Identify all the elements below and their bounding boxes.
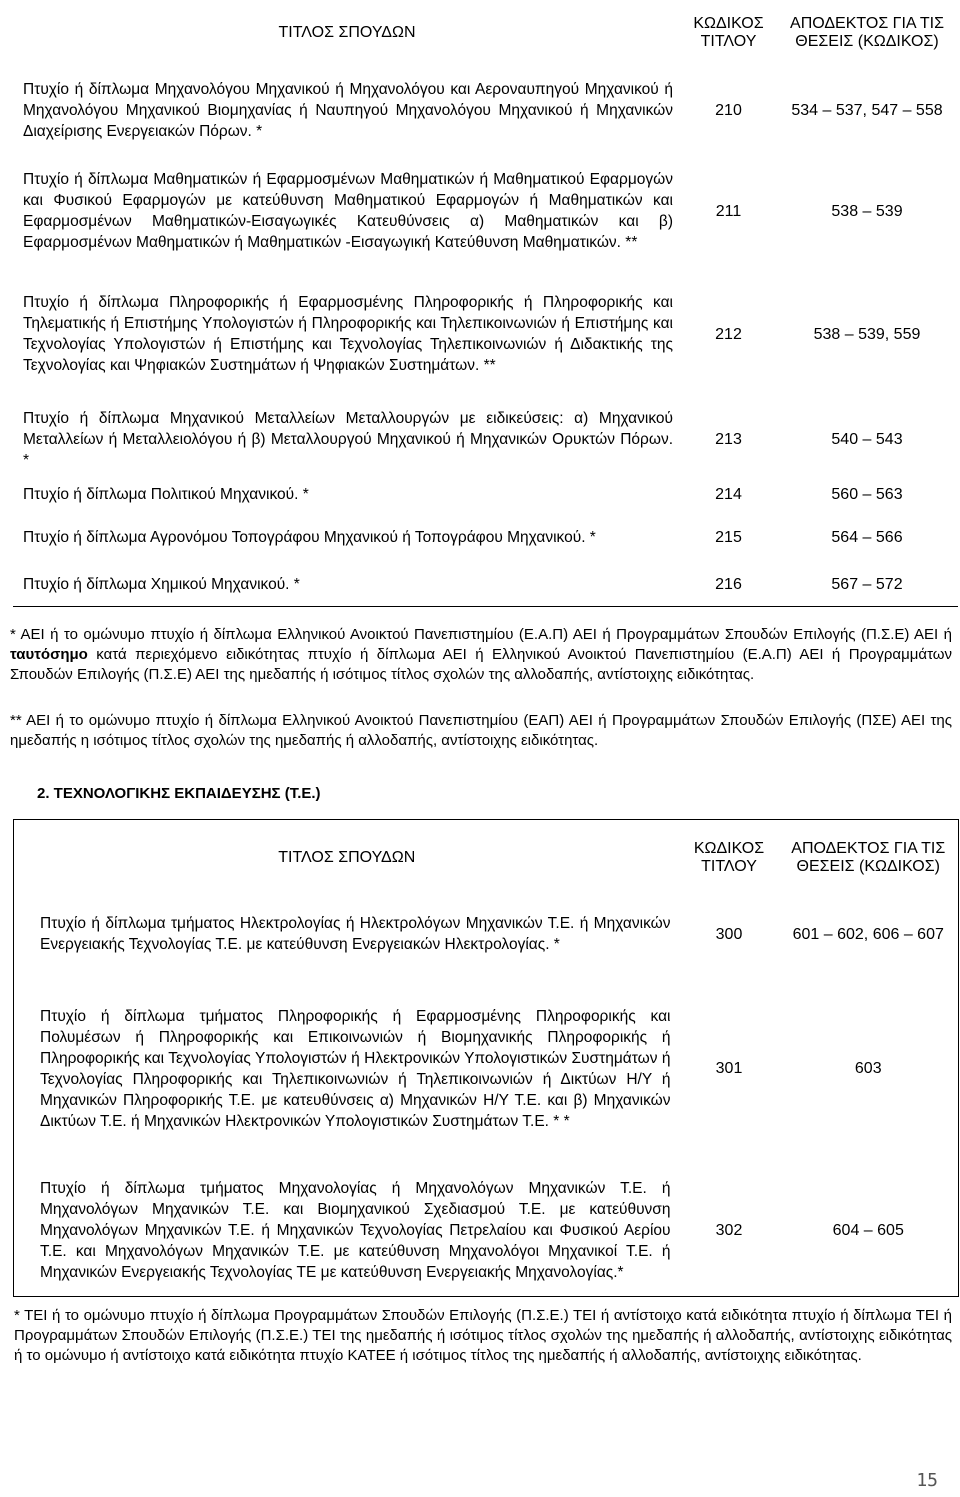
header-title: ΤΙΤΛΟΣ ΣΠΟΥΔΩΝ — [278, 848, 416, 866]
position-range: 564 – 566 — [831, 528, 903, 546]
degree-code: 212 — [715, 325, 742, 343]
position-range: 567 – 572 — [776, 564, 958, 606]
footnote-tei: * ΤΕΙ ή το ομώνυμο πτυχίο ή δίπλωμα Προγραμμάτων Σπουδών Επιλογής (Π.Σ.Ε.) ΤΕΙ ή αντίστοιχο κατά ειδικότητα πτυχίο ή δίπλωμα ΤΕΙ ή Προγραμμάτων Σπουδών Επιλογής (Π.Σ.Ε.) ΤΕΙ της ημεδαπής ή ισότιμος τίτλος σχολών της ημεδαπής ή αλλοδαπής, αντίστοιχης ειδικότητας ή το ομώνυμο ή αντίστοιχο κατά ειδικότητα πτυχίο ΚΑΤΕΕ ή ισότιμος τίτλος της ημεδαπής ή αλλοδαπής, αντίστοιχης ειδικότητας. — [14, 1307, 952, 1364]
table-row — [13, 268, 958, 400]
position-range: 538 – 539 — [831, 202, 903, 220]
table-row — [14, 1165, 959, 1297]
header-range: ΑΠΟΔΕΚΤΟΣ ΓΙΑ ΤΙΣ ΘΕΣΕΙΣ (ΚΩΔΙΚΟΣ) — [790, 15, 944, 50]
table-header-row — [13, 0, 958, 66]
section-heading: 2. ΤΕΧΝΟΛΟΓΙΚΗΣ ΕΚΠΑΙΔΕΥΣΗΣ (Τ.Ε.) — [37, 785, 321, 802]
degree-code: 214 — [715, 485, 742, 503]
header-title: ΤΙΤΛΟΣ ΣΠΟΥΔΩΝ — [278, 24, 416, 41]
technological-degrees-table — [13, 819, 959, 1297]
header-code: ΚΩΔΙΚΟΣ ΤΙΤΛΟΥ — [693, 15, 764, 50]
position-range: 604 – 605 — [832, 1221, 904, 1239]
degree-code: 302 — [715, 1221, 743, 1239]
degree-title: Πτυχίο ή δίπλωμα Μηχανολόγου Μηχανικού ή Μηχανολόγου και Αεροναυπηγού Μηχανικού ή Μηχανολόγου Μηχανικού Βιομηχανίας ή Ναυπηγού Μηχανολόγου Μηχανικού ή Μηχανικών Διαχείρισης Ενεργειακών Πόρων. * — [23, 80, 673, 140]
position-range: 560 – 563 — [831, 485, 903, 503]
table-row — [13, 478, 958, 510]
position-range: 538 – 539, 559 — [813, 325, 921, 343]
footnote-double-star: ** ΑΕΙ ή το ομώνυμο πτυχίο ή δίπλωμα Ελληνικού Ανοικτού Πανεπιστημίου (ΕΑΠ) ΑΕΙ ή Προγραμμάτων Σπουδών Επιλογής (ΠΣΕ) ΑΕΙ της ημεδαπής η ισότιμος τίτλος σχολών της ημεδαπής ή αλλοδαπής, αντίστοιχης ειδικότητας. — [10, 712, 952, 749]
footnote-text: κατά περιεχόμενο ειδικότητας πτυχίο ή δίπλωμα ΑΕΙ ή Ελληνικού Ανοικτού Πανεπιστημίου (Ε.Α.Π) ΑΕΙ ή Προγραμμάτων Σπουδών Επιλογής (Π.Σ.Ε) ΑΕΙ της ημεδαπής ή ισότιμος τίτλος σχολών της αλλοδαπής, αντίστοιχης ειδικότητας. — [10, 646, 952, 683]
degree-title: Πτυχίο ή δίπλωμα Πολιτικού Μηχανικού. * — [23, 485, 309, 503]
position-range: 534 – 537, 547 – 558 — [791, 101, 943, 119]
table-row — [13, 564, 958, 606]
table-header-row — [14, 820, 959, 896]
degree-title: Πτυχίο ή δίπλωμα Μαθηματικών ή Εφαρμοσμένων Μαθηματικών ή Μαθηματικού Εφαρμογών και Φυσικού Εφαρμογών με κατεύθυνση Μαθηματικού Εφαρμογών ή Μαθηματικών και Εφαρμοσμένων Μαθηματικών-Εισαγωγικές Κατευθύνσεις α) Μαθηματικών και β) Εφαρμοσμένων Μαθηματικών ή Μαθηματικών -Εισαγωγική Κατεύθυνση Μαθηματικών. ** — [23, 171, 673, 251]
footnote-single-star — [10, 625, 952, 685]
table-row — [13, 400, 958, 478]
degree-title: Πτυχίο ή δίπλωμα Αγρονόμου Τοπογράφου Μηχανικού ή Τοπογράφου Μηχανικού. * — [23, 528, 596, 546]
university-degrees-table — [13, 0, 958, 607]
degree-title: Πτυχίο ή δίπλωμα τμήματος Ηλεκτρολογίας ή Ηλεκτρολόγων Μηχανικών Τ.Ε. ή Μηχανικών Ενεργειακής Τεχνολογίας Τ.Ε. με κατεύθυνση Ενεργειακών Ηλεκτρολογίας. * — [40, 915, 671, 953]
footnote-emphasis: ταυτόσημο — [10, 646, 88, 663]
position-range: 603 — [854, 1060, 882, 1077]
footnote-text: * ΑΕΙ ή το ομώνυμο πτυχίο ή δίπλωμα Ελληνικού Ανοικτού Πανεπιστημίου (Ε.Α.Π) ΑΕΙ ή Προγραμμάτων Σπουδών Επιλογής (Π.Σ.Ε) ΑΕΙ ή — [10, 626, 952, 643]
degree-code: 211 — [715, 202, 742, 220]
page-number: 15 — [916, 1470, 938, 1491]
table-row — [13, 510, 958, 564]
header-code: ΚΩΔΙΚΟΣ ΤΙΤΛΟΥ — [693, 839, 765, 875]
degree-title: Πτυχίο ή δίπλωμα τμήματος Πληροφορικής ή Εφαρμοσμένης Πληροφορικής και Πολυμέσων ή Πληροφορικής και Επικοινωνιών ή Βιομηχανικής Πληροφορικής ή Πληροφορικής και Τεχνολογίας Υπολογιστών ή Ηλεκτρονικών Υπολογιστικών Συστημάτων ή Τεχνολογίας Πληροφορικής και Τηλεπικοινωνιών ή Τηλεπικοινωνιών ή Δικτύων Η/Υ ή Μηχανικών Πληροφορικής Τ.Ε. με κατευθύνσεις α) Μηχανικών Η/Υ Τ.Ε. και β) Μηχανικών Δικτύων Τ.Ε. ή Μηχανικών Ηλεκτρονικών Υπολογιστικών Συστημάτων Τ.Ε. * * — [40, 1007, 671, 1130]
degree-code: 216 — [681, 564, 776, 606]
degree-code: 210 — [715, 101, 742, 119]
degree-title: Πτυχίο ή δίπλωμα Πληροφορικής ή Εφαρμοσμένης Πληροφορικής ή Πληροφορικής και Τηλεματικής ή Επιστήμης Υπολογιστών ή Πληροφορικής και Τηλεπικοινωνιών ή Επιστήμης και Τεχνολογίας Υπολογιστών ή Επιστήμης και Τεχνολογίας Τηλεπικοινωνιών ή Διδακτικής της Τεχνολογίας και Ψηφιακών Συστημάτων ή Ψηφιακών Συστημάτων. ** — [23, 294, 673, 374]
degree-title: Πτυχίο ή δίπλωμα Μηχανικού Μεταλλείων Μεταλλουργών με ειδικεύσεις: α) Μηχανικού Μεταλλείων ή Μεταλλειολόγου ή β) Μεταλλουργού Μηχανικού ή Μηχανικών Ορυκτών Πόρων. * — [23, 409, 673, 469]
table-row — [14, 896, 959, 973]
position-range: 540 – 543 — [831, 430, 903, 448]
degree-title: Πτυχίο ή δίπλωμα τμήματος Μηχανολογίας ή Μηχανολόγων Μηχανικών Τ.Ε. ή Μηχανολόγων Μηχανικών Τ.Ε. και Βιομηχανικού Σχεδιασμού Τ.Ε. με κατεύθυνση Μηχανολόγων Μηχανικών Τ.Ε. ή Μηχανικών Τεχνολογίας Πετρελαίου και Φυσικού Αερίου Τ.Ε. και Μηχανολόγων Μηχανικών Τ.Ε. με κατεύθυνση Μηχανολόγοι Μηχανικοί Τ.Ε. ή Μηχανικών Ενεργειακής Τεχνολογίας ΤΕ με κατεύθυνση Ενεργειακής Μηχανολογίας.* — [40, 1179, 671, 1281]
degree-title: Πτυχίο ή δίπλωμα Χημικού Μηχανικού. * — [13, 564, 681, 606]
degree-code: 300 — [715, 925, 743, 943]
position-range: 601 – 602, 606 – 607 — [792, 925, 944, 943]
header-range: ΑΠΟΔΕΚΤΟΣ ΓΙΑ ΤΙΣ ΘΕΣΕΙΣ (ΚΩΔΙΚΟΣ) — [791, 839, 946, 875]
table-row — [14, 973, 959, 1165]
table-row — [13, 154, 958, 268]
degree-code: 215 — [715, 528, 742, 546]
degree-code: 213 — [715, 430, 742, 448]
table-row — [13, 66, 958, 154]
degree-code: 301 — [715, 1060, 743, 1077]
